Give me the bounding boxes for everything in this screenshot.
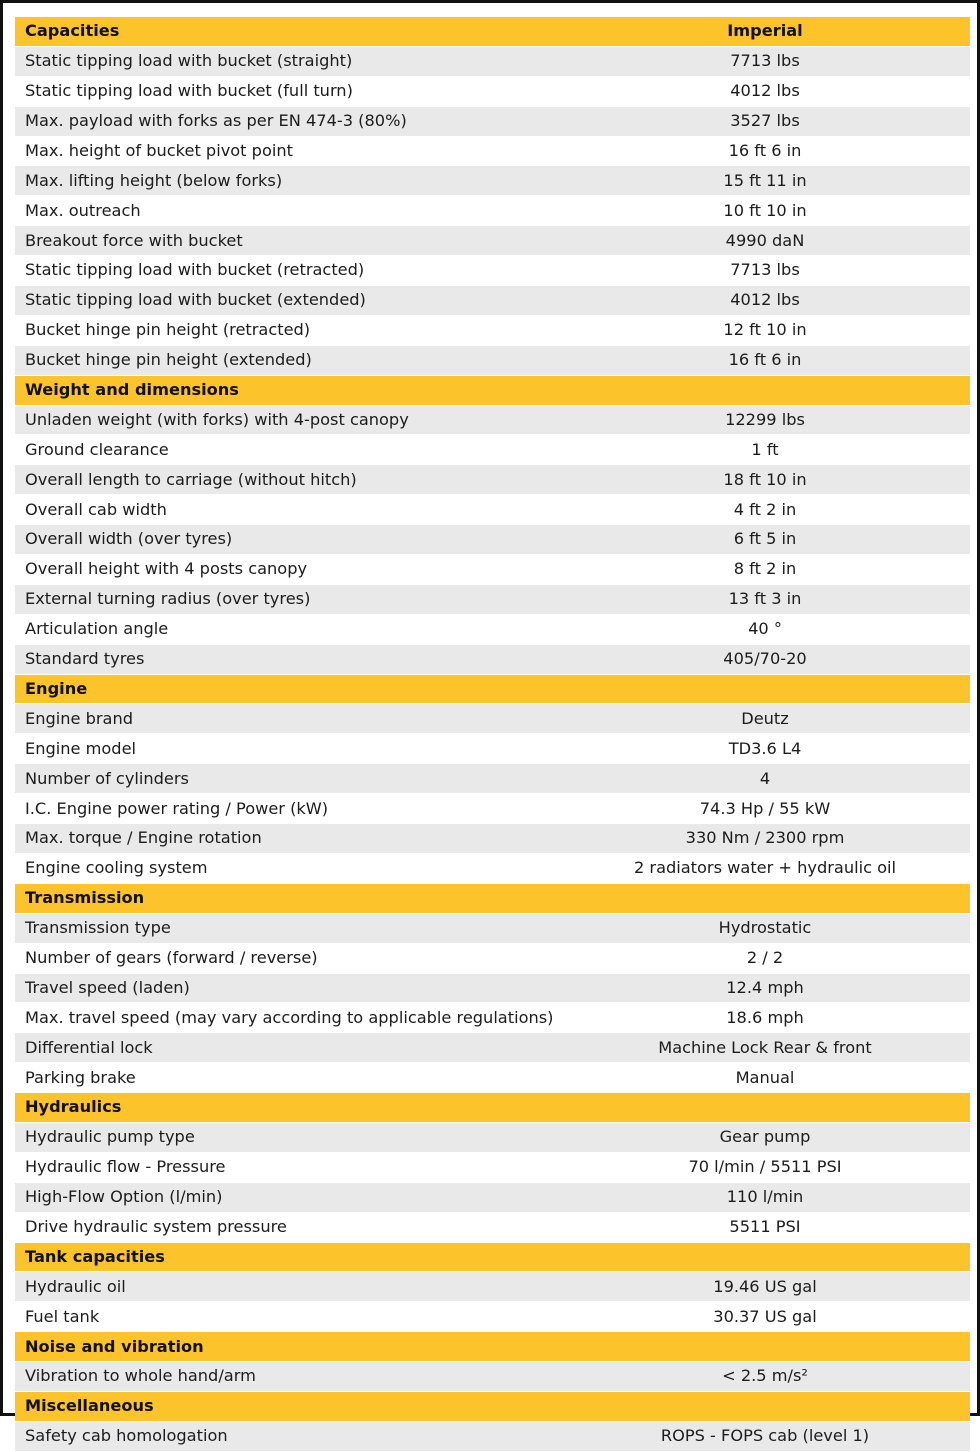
spec-value: 30.37 US gal (560, 1302, 970, 1332)
spec-value: 6 ft 5 in (560, 525, 970, 555)
spec-value: 4012 lbs (560, 286, 970, 316)
table-row (15, 286, 970, 316)
table-row (15, 525, 970, 555)
spec-label: Differential lock (15, 1033, 560, 1063)
spec-label: Static tipping load with bucket (retracted) (15, 256, 560, 286)
spec-value: TD3.6 L4 (560, 734, 970, 764)
table-row (15, 584, 970, 614)
spec-value: 2 / 2 (560, 943, 970, 973)
section-title-spacer (560, 1093, 970, 1123)
spec-label: I.C. Engine power rating / Power (kW) (15, 794, 560, 824)
table-row (15, 704, 970, 734)
section-header-row (15, 883, 970, 913)
table-row (15, 495, 970, 525)
header-unit: Imperial (560, 17, 970, 46)
table-row (15, 794, 970, 824)
spec-value: 4990 daN (560, 226, 970, 256)
table-row (15, 226, 970, 256)
table-row (15, 1362, 970, 1392)
table-row (15, 555, 970, 585)
spec-value: 4 (560, 764, 970, 794)
table-row (15, 1421, 970, 1451)
table-row (15, 315, 970, 345)
table-row (15, 1182, 970, 1212)
section-title: Noise and vibration (15, 1332, 560, 1362)
spec-label: Overall cab width (15, 495, 560, 525)
spec-value: Gear pump (560, 1122, 970, 1152)
table-row (15, 1033, 970, 1063)
spec-value: 5511 PSI (560, 1212, 970, 1242)
table-row (15, 256, 970, 286)
spec-value: 12 ft 10 in (560, 315, 970, 345)
section-title-spacer (560, 1332, 970, 1362)
spec-value: 8 ft 2 in (560, 555, 970, 585)
spec-value: 16 ft 6 in (560, 345, 970, 375)
table-row (15, 166, 970, 196)
spec-label: Max. outreach (15, 196, 560, 226)
spec-label: Safety cab homologation (15, 1421, 560, 1451)
section-title-spacer (560, 674, 970, 704)
spec-value: 2 radiators water + hydraulic oil (560, 853, 970, 883)
spec-label: Max. height of bucket pivot point (15, 136, 560, 166)
spec-label: Max. travel speed (may vary according to applicable regulations) (15, 1003, 560, 1033)
section-title: Weight and dimensions (15, 375, 560, 405)
spec-value: 74.3 Hp / 55 kW (560, 794, 970, 824)
spec-label: Vibration to whole hand/arm (15, 1362, 560, 1392)
table-row (15, 853, 970, 883)
section-header-row (15, 1093, 970, 1123)
table-row (15, 1272, 970, 1302)
table-row (15, 1302, 970, 1332)
table-row (15, 465, 970, 495)
spec-value: 15 ft 11 in (560, 166, 970, 196)
spec-value: 12.4 mph (560, 973, 970, 1003)
table-row (15, 824, 970, 854)
section-title: Miscellaneous (15, 1391, 560, 1421)
table-row (15, 136, 970, 166)
spec-label: Hydraulic oil (15, 1272, 560, 1302)
section-title-spacer (560, 883, 970, 913)
spec-label: Fuel tank (15, 1302, 560, 1332)
spec-value: 4012 lbs (560, 76, 970, 106)
spec-value: Machine Lock Rear & front (560, 1033, 970, 1063)
spec-label: Static tipping load with bucket (extended) (15, 286, 560, 316)
section-title: Tank capacities (15, 1242, 560, 1272)
spec-label: Transmission type (15, 913, 560, 943)
spec-label: Hydraulic pump type (15, 1122, 560, 1152)
spec-label: External turning radius (over tyres) (15, 584, 560, 614)
table-row (15, 1063, 970, 1093)
spec-value: 405/70-20 (560, 644, 970, 674)
spec-label: Travel speed (laden) (15, 973, 560, 1003)
spec-value: 12299 lbs (560, 405, 970, 435)
spec-table-body (15, 17, 970, 1451)
section-header-row (15, 375, 970, 405)
header-label: Capacities (15, 17, 560, 46)
spec-label: Overall width (over tyres) (15, 525, 560, 555)
spec-value: 110 l/min (560, 1182, 970, 1212)
table-row (15, 1122, 970, 1152)
section-header-row (15, 1332, 970, 1362)
table-header-row (15, 17, 970, 46)
table-row (15, 764, 970, 794)
spec-label: Engine cooling system (15, 853, 560, 883)
table-row (15, 1003, 970, 1033)
spec-value: ROPS - FOPS cab (level 1) (560, 1421, 970, 1451)
spec-value: 7713 lbs (560, 46, 970, 76)
spec-label: Bucket hinge pin height (extended) (15, 345, 560, 375)
spec-label: Hydraulic flow - Pressure (15, 1152, 560, 1182)
spec-label: Standard tyres (15, 644, 560, 674)
table-row (15, 435, 970, 465)
section-title: Transmission (15, 883, 560, 913)
spec-label: Breakout force with bucket (15, 226, 560, 256)
spec-value: 70 l/min / 5511 PSI (560, 1152, 970, 1182)
spec-value: 18.6 mph (560, 1003, 970, 1033)
spec-label: Number of gears (forward / reverse) (15, 943, 560, 973)
spec-label: Overall length to carriage (without hitch) (15, 465, 560, 495)
section-title: Hydraulics (15, 1093, 560, 1123)
spec-label: Overall height with 4 posts canopy (15, 555, 560, 585)
spec-value: 13 ft 3 in (560, 584, 970, 614)
spec-value: Manual (560, 1063, 970, 1093)
table-row (15, 644, 970, 674)
section-title-spacer (560, 375, 970, 405)
spec-value: 3527 lbs (560, 106, 970, 136)
section-header-row (15, 1391, 970, 1421)
spec-label: Articulation angle (15, 614, 560, 644)
spec-value: 330 Nm / 2300 rpm (560, 824, 970, 854)
spec-label: Static tipping load with bucket (full turn) (15, 76, 560, 106)
spec-label: Ground clearance (15, 435, 560, 465)
table-row (15, 46, 970, 76)
spec-label: Unladen weight (with forks) with 4-post canopy (15, 405, 560, 435)
table-row (15, 1152, 970, 1182)
spec-value: 7713 lbs (560, 256, 970, 286)
spec-value: 10 ft 10 in (560, 196, 970, 226)
table-row (15, 106, 970, 136)
spec-label: Engine brand (15, 704, 560, 734)
spec-label: High-Flow Option (l/min) (15, 1182, 560, 1212)
spec-value: 40 ° (560, 614, 970, 644)
spec-label: Number of cylinders (15, 764, 560, 794)
spec-value: 19.46 US gal (560, 1272, 970, 1302)
section-title-spacer (560, 1242, 970, 1272)
section-title: Engine (15, 674, 560, 704)
spec-label: Drive hydraulic system pressure (15, 1212, 560, 1242)
section-header-row (15, 1242, 970, 1272)
spec-value: 4 ft 2 in (560, 495, 970, 525)
table-row (15, 405, 970, 435)
spec-value: Deutz (560, 704, 970, 734)
spec-value: < 2.5 m/s² (560, 1362, 970, 1392)
table-row (15, 76, 970, 106)
spec-label: Static tipping load with bucket (straight) (15, 46, 560, 76)
spec-value: Hydrostatic (560, 913, 970, 943)
table-row (15, 913, 970, 943)
spec-label: Engine model (15, 734, 560, 764)
table-row (15, 196, 970, 226)
spec-value: 18 ft 10 in (560, 465, 970, 495)
spec-label: Parking brake (15, 1063, 560, 1093)
table-row (15, 943, 970, 973)
spec-label: Max. lifting height (below forks) (15, 166, 560, 196)
spec-label: Max. torque / Engine rotation (15, 824, 560, 854)
table-row (15, 614, 970, 644)
spec-label: Max. payload with forks as per EN 474-3 (80%) (15, 106, 560, 136)
section-header-row (15, 674, 970, 704)
table-row (15, 1212, 970, 1242)
table-row (15, 734, 970, 764)
spec-value: 16 ft 6 in (560, 136, 970, 166)
section-title-spacer (560, 1391, 970, 1421)
spec-table (15, 17, 970, 1452)
spec-value: 1 ft (560, 435, 970, 465)
table-row (15, 973, 970, 1003)
spec-label: Bucket hinge pin height (retracted) (15, 315, 560, 345)
table-row (15, 345, 970, 375)
